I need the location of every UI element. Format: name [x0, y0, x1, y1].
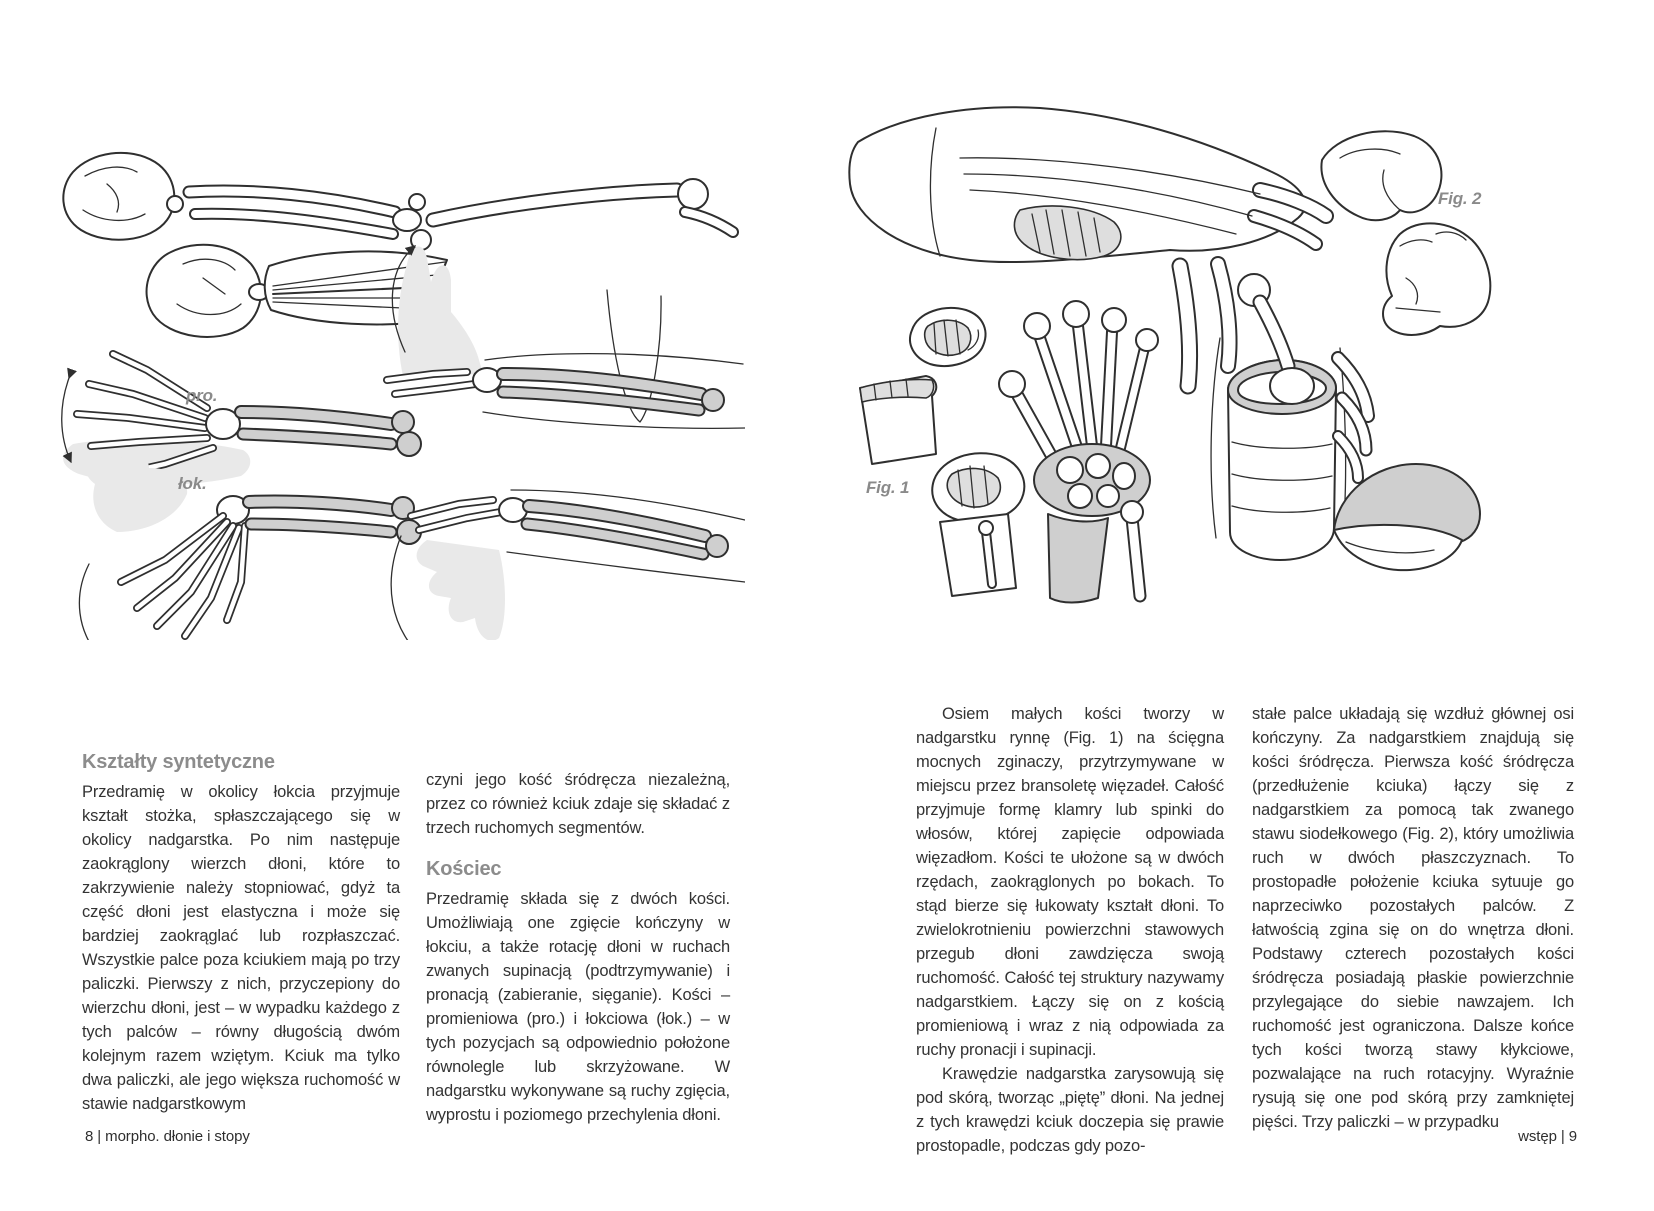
- forearm-studies-drawing: [55, 112, 745, 640]
- carpal-ring-drawing: [910, 308, 985, 366]
- metacarpal-fan-drawing: [999, 301, 1158, 603]
- heading-ksztalty-syntetyczne: Kształty syntetyczne: [82, 751, 275, 773]
- illustration-wrist-bones-studies: [840, 98, 1580, 633]
- saddle-bone-drawing: [1321, 131, 1441, 220]
- left-col1-paragraph: Przedramię w okolicy łokcia przyjmuje kształt stożka, spłaszczającego się w okolicy nadgarstka. Po nim następuje zaokrąglony wierzch dłoni, które to zakrzywienie należy stopniować, gdyż ta część dłoni jest elastyczna i może się bardziej zaokrąglać lub rozpłaszczać. Wszystkie palce poza kciukiem mają po trzy paliczki. Pierwszy z nich, przyczepiony do wierzchu dłoni, jest – w wypadku każdego z tych palców – równy długością dwóm kolejnym razem wziętym. Kciuk ma tylko dwa paliczki, ale jego większa ruchomość w stawie nadgarstkowym: [82, 783, 400, 1113]
- footer-right: wstęp | 9: [1518, 1128, 1577, 1145]
- left-column-1: [82, 750, 400, 1116]
- right-column-1: [916, 702, 1224, 1158]
- label-fig-1: Fig. 1: [866, 478, 910, 497]
- footer-left: 8 | morpho. dłonie i stopy: [85, 1128, 250, 1145]
- right-col2-paragraph: stałe palce układają się wzdłuż głównej osi kończyny. Za nadgarstkiem znajdują się kości śródręcza. Pierwsza kość śródręcza (przedłużenie kciuka) łączy się z nadgarstkiem za pomocą tak zwanego stawu siodełkowego (Fig. 2), który umożliwia ruch w dwóch płaszczyznach. To prostopadłe położenie kciuka sytuuje go naprzeciwko pozostałych palców. Z łatwością zgina się on do wnętrza dłoni. Podstawy czterech pozostałych kości śródręcza posiadają płaskie powierzchnie przylegające do siebie nawzajem. Ich ruchomość jest ograniczona. Dalsze końce tych kości tworzą stawy kłykciowe, pozwalające na ruch rotacyjny. Wyraźnie rysują się one pod skórą przy zamkniętej pięści. Trzy paliczki – w przypadku: [1252, 705, 1574, 1131]
- wrist-flexion-drawing: [391, 490, 745, 640]
- label-pro: pro.: [186, 386, 218, 405]
- left-column-2: [426, 768, 730, 1127]
- right-column-2: [1252, 702, 1574, 1134]
- wrist-bones-drawing: [840, 98, 1580, 633]
- wrist-extension-drawing: [387, 246, 745, 428]
- hand-ulnar-deviation-drawing: [79, 454, 421, 640]
- right-col1-paragraph-1: Osiem małych kości tworzy w nadgarstku rynnę (Fig. 1) na ścięgna mocnych zginaczy, przytrzymywane w miejscu przez bransoletę więzadeł. Całość przyjmuje formę klamry lub spinki do włosów, której zapięcie odpowiada więzadłom. Kości te ułożone są w dwóch rzędach, zaokrąglonych po bokach. To stąd bierze się łukowaty kształt dłoni. To zwielokrotnieniu powierzchni stawowych przegub dłoni zawdzięcza swoją ruchomość. Całość tej struktury nazywamy nadgarstkiem. Łączy się on z kością promieniową i wraz z nią odpowiada za ruchy pronacji i supinacji.: [916, 705, 1224, 1059]
- label-fig-2: Fig. 2: [1438, 189, 1482, 208]
- wrist-block-drawing: [860, 376, 936, 464]
- heading-kosciec: Kościec: [426, 858, 502, 880]
- illustration-forearm-hand-studies: [55, 112, 745, 640]
- left-col2-paragraph-1: czyni jego kość śródręcza niezależną, przez co również kciuk zdaje się składać z trzech ruchomych segmentów.: [426, 771, 730, 837]
- right-col1-paragraph-2: Krawędzie nadgarstka zarysowują się pod skórą, tworząc „piętę” dłoni. Na jednej z tych krawędzi kciuk doczepia się prawie prostopadle, podczas gdy pozo-: [916, 1065, 1224, 1155]
- label-lok: łok.: [178, 474, 207, 493]
- carpal-tunnel-drawing: [932, 453, 1024, 596]
- fist-knuckles-drawing: [1383, 223, 1490, 335]
- left-col2-paragraph-2: Przedramię składa się z dwóch kości. Umożliwiają one zgięcie kończyny w łokciu, a także rotację dłoni w ruchach zwanych supinacją (podtrzymywanie) i pronacją (zabieranie, sięganie). Kości – promieniowa (pro.) i łokciowa (łok.) – w tych pozycjach są odpowiednio położone równolegle lub skrzyżowane. W nadgarstku wykonywane są ruchy zgięcia, wyprostu i poziomego przechylenia dłoni.: [426, 890, 730, 1124]
